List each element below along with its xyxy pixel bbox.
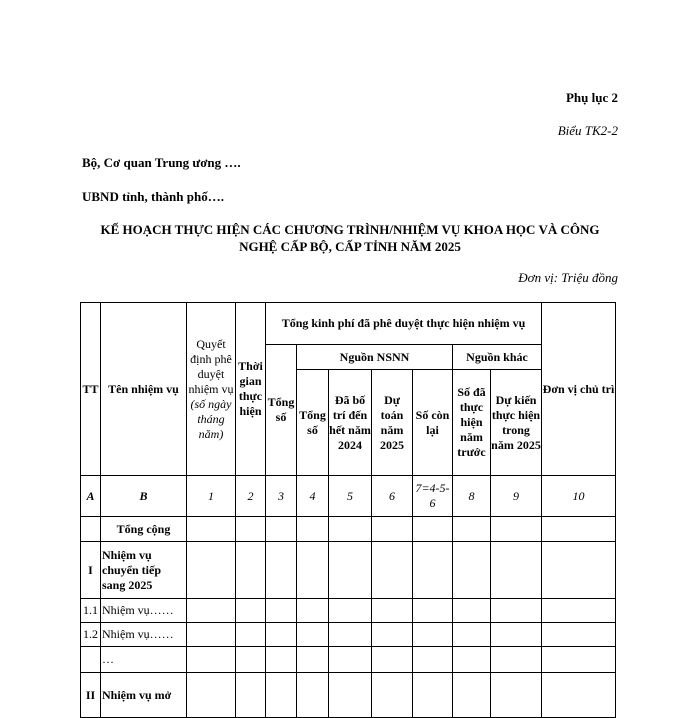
row-tt: II (81, 673, 101, 718)
document-title (82, 221, 618, 255)
index-cell: 2 (236, 476, 266, 517)
row-tt: I (81, 542, 101, 599)
header-decision (187, 303, 236, 476)
header-host-unit: Đơn vị chủ trì (542, 303, 616, 476)
header-decision-label: Quyết định phê duyệt nhiệm vụ (188, 336, 234, 396)
header-total: Tổng số (266, 345, 297, 476)
header-remaining: Số còn lại (413, 370, 453, 476)
row-name: Nhiệm vụ…… (101, 623, 187, 647)
index-cell: 6 (372, 476, 413, 517)
row-name: Nhiệm vụ…… (101, 599, 187, 623)
row-tt (81, 647, 101, 673)
unit-label: Đơn vị: Triệu đồng (518, 270, 618, 285)
table-row (81, 599, 616, 623)
total-row (81, 517, 616, 542)
table-cell (81, 517, 101, 542)
index-cell: 4 (297, 476, 329, 517)
row-name: Nhiệm vụ chuyển tiếp sang 2025 (101, 542, 187, 599)
table-row (81, 623, 616, 647)
plan-table (80, 302, 616, 718)
index-cell: A (81, 476, 101, 517)
title-line-2: NGHỆ CẤP BỘ, CẤP TỈNH NĂM 2025 (239, 239, 461, 254)
province-line: UBND tỉnh, thành phố…. (82, 189, 224, 204)
table-row (81, 673, 616, 718)
index-cell: 10 (542, 476, 616, 517)
header-duration: Thời gian thực hiện (236, 303, 266, 476)
form-code: Biểu TK2-2 (557, 123, 618, 138)
row-tt: 1.2 (81, 623, 101, 647)
index-cell: 9 (491, 476, 542, 517)
table-row (81, 647, 616, 673)
row-name: Nhiệm vụ mở (101, 673, 187, 718)
header-estimate: Dự toán năm 2025 (372, 370, 413, 476)
header-nsnn: Nguồn NSNN (297, 345, 453, 370)
index-cell: 3 (266, 476, 297, 517)
index-cell: B (101, 476, 187, 517)
header-tt: TT (81, 303, 101, 476)
row-name: … (101, 647, 187, 673)
index-cell: 5 (329, 476, 372, 517)
title-line-1: KẾ HOẠCH THỰC HIỆN CÁC CHƯƠNG TRÌNH/NHIỆM VỤ KHOA HỌC VÀ CÔNG (100, 222, 600, 237)
header-decision-note: (số ngày tháng năm) (190, 396, 232, 441)
appendix-label: Phụ lục 2 (565, 90, 618, 105)
header-other-source: Nguồn khác (453, 345, 542, 370)
header-total-budget: Tổng kinh phí đã phê duyệt thực hiện nhiệm vụ (266, 303, 542, 345)
row-tt: 1.1 (81, 599, 101, 623)
index-row (81, 476, 616, 517)
total-label: Tổng cộng (101, 517, 187, 542)
index-cell: 8 (453, 476, 491, 517)
header-allocated: Đã bố trí đến hết năm 2024 (329, 370, 372, 476)
ministry-line: Bộ, Cơ quan Trung ương …. (82, 155, 241, 170)
table-row (81, 542, 616, 599)
index-cell: 1 (187, 476, 236, 517)
index-cell: 7=4-5-6 (413, 476, 453, 517)
header-task-name: Tên nhiệm vụ (101, 303, 187, 476)
header-nsnn-total: Tổng số (297, 370, 329, 476)
header-done-prior: Số đã thực hiện năm trước (453, 370, 491, 476)
header-planned: Dự kiến thực hiện trong năm 2025 (491, 370, 542, 476)
